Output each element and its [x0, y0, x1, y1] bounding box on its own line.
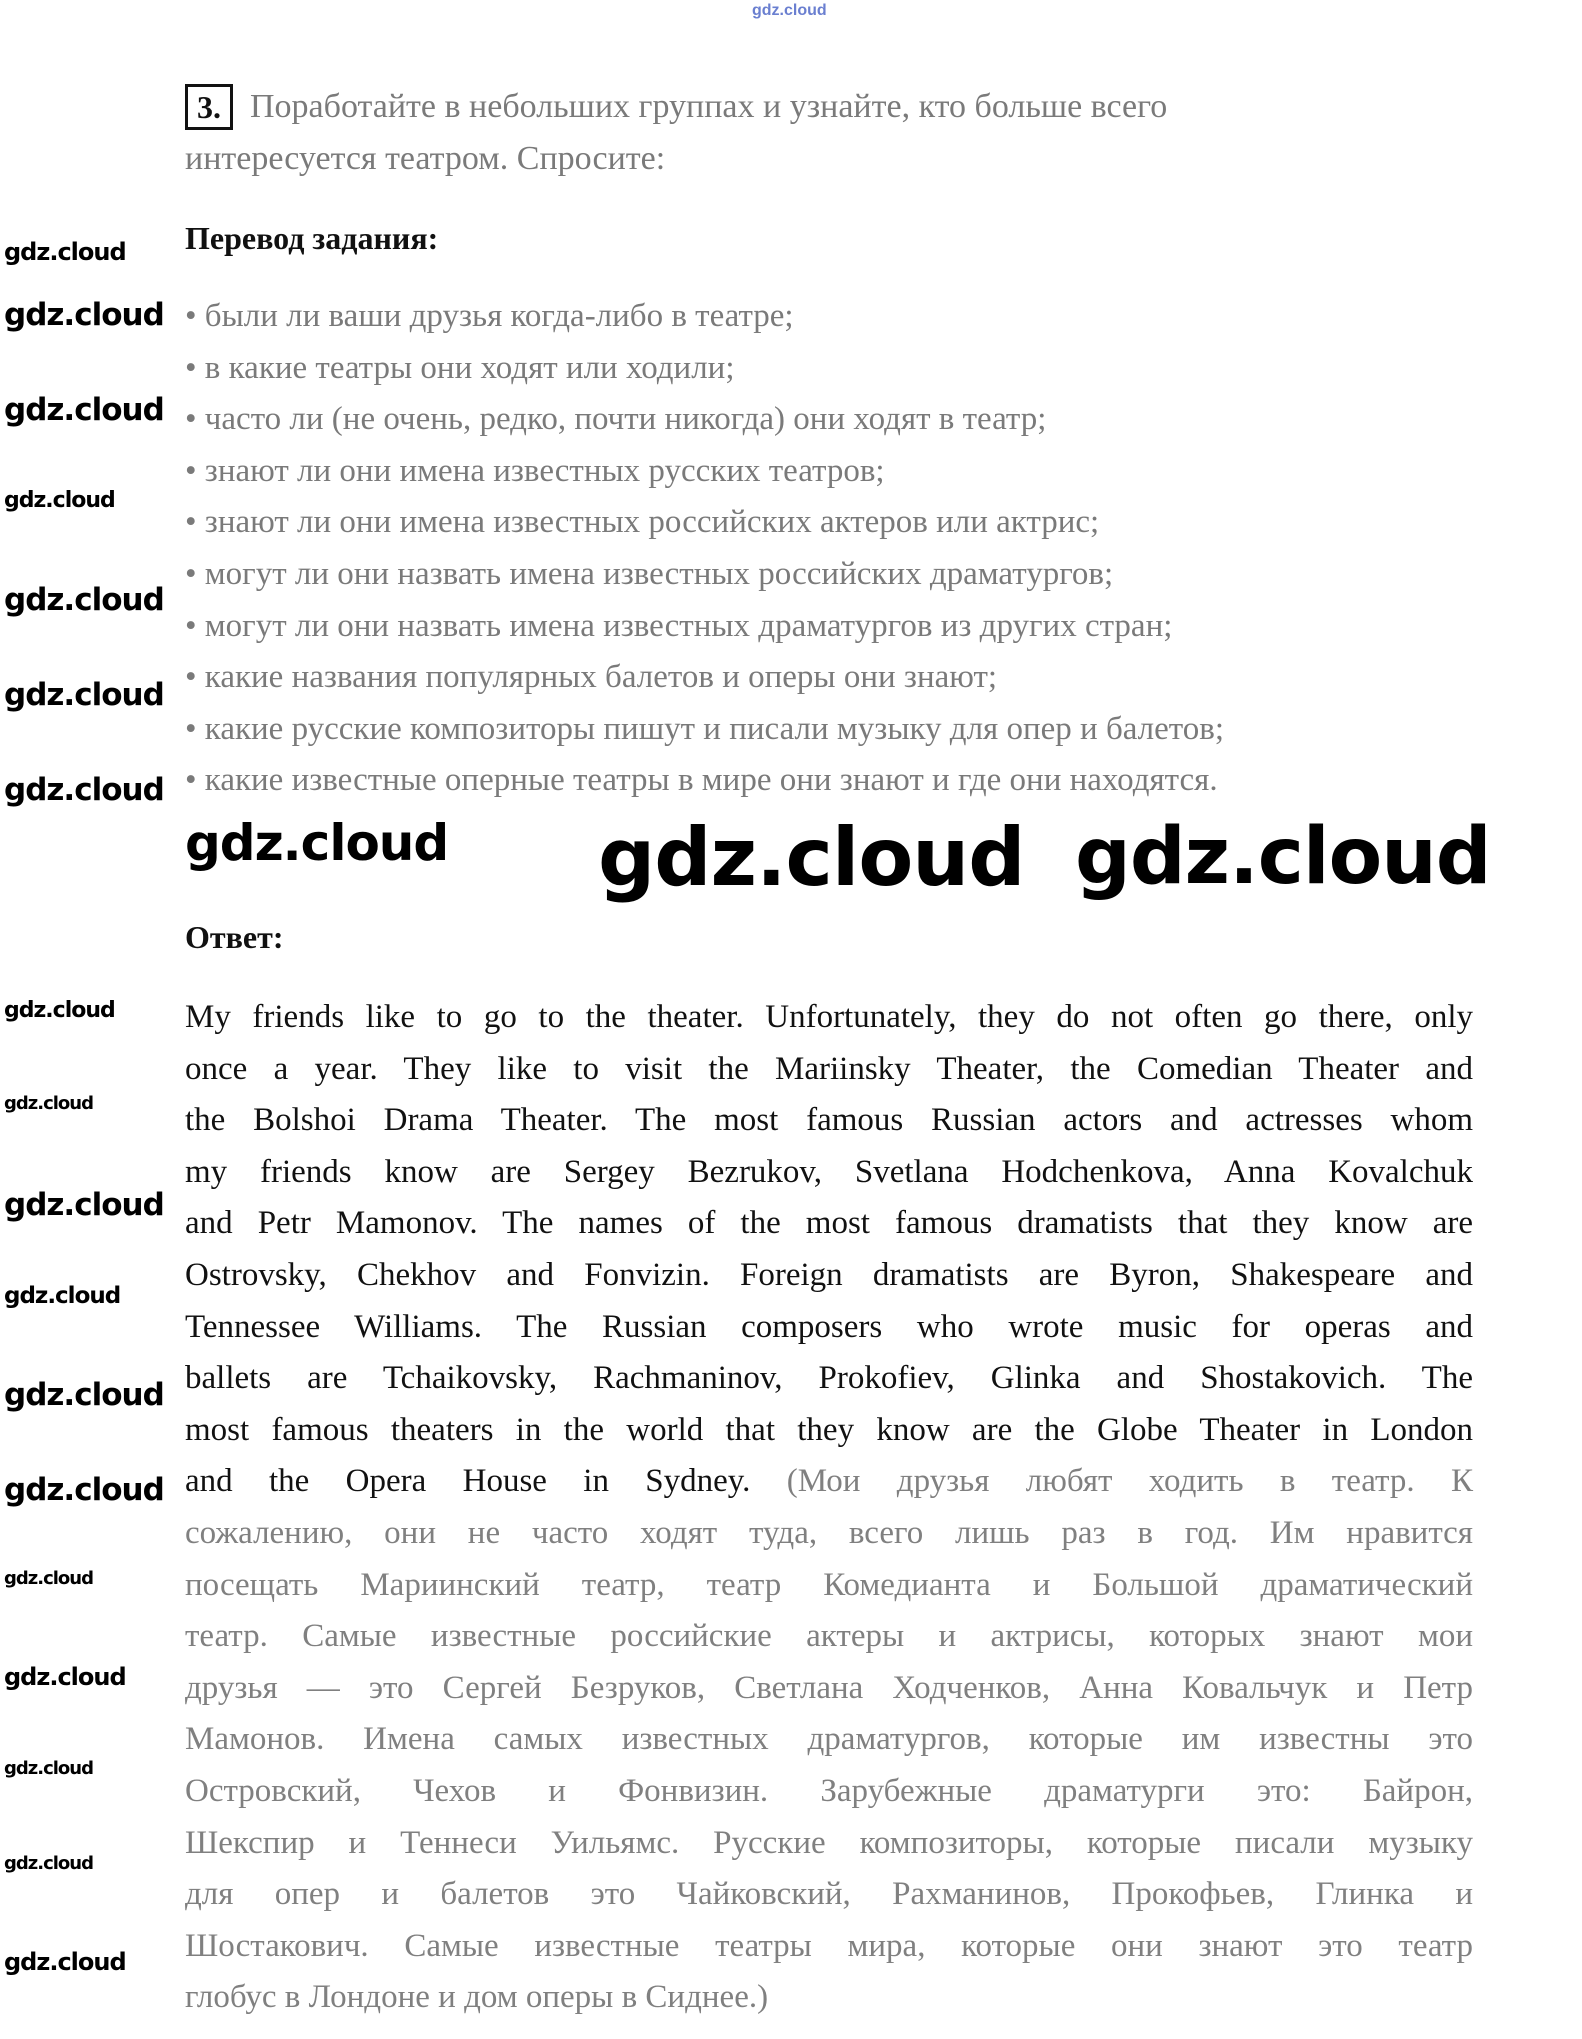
- answer-line: [185, 1146, 1473, 1198]
- gdz-watermark: gdz.cloud: [4, 1187, 164, 1223]
- answer-line: [185, 1455, 1473, 1507]
- answer-line: [185, 1610, 1473, 1662]
- answer-russian-translation: посещать Мариинский театр, театр Комедианта и Большой драматический: [185, 1566, 1473, 1603]
- answer-english-text: and Petr Mamonov. The names of the most famous dramatists that they know are: [185, 1205, 1473, 1242]
- gdz-watermark: gdz.cloud: [4, 772, 164, 808]
- task-text-line-2: интересуется театром. Спросите:: [185, 140, 666, 177]
- gdz-watermark: gdz.cloud: [4, 297, 164, 333]
- gdz-watermark: gdz.cloud: [4, 1568, 93, 1589]
- answer-english-text: the Bolshoi Drama Theater. The most famous Russian actors and actresses whom: [185, 1102, 1473, 1139]
- gdz-watermark: gdz.cloud: [4, 1377, 164, 1413]
- gdz-watermark: gdz.cloud: [1075, 812, 1491, 902]
- answer-line: [185, 1352, 1473, 1404]
- answer-russian-translation: сожалению, они не часто ходят туда, всего лишь раз в год. Им нравится: [185, 1515, 1473, 1551]
- answer-line: [185, 1765, 1473, 1817]
- answer-line: [185, 1404, 1473, 1456]
- translation-bullet-item: • знают ли они имена известных русских театров;: [185, 452, 885, 489]
- translation-bullet-item: • могут ли они назвать имена известных драматургов из других стран;: [185, 607, 1173, 644]
- translation-bullet-item: • часто ли (не очень, редко, почти никогда) они ходят в театр;: [185, 401, 1047, 438]
- gdz-watermark: gdz.cloud: [598, 811, 1025, 904]
- gdz-watermark: gdz.cloud: [4, 238, 126, 266]
- gdz-watermark: gdz.cloud: [4, 392, 164, 428]
- answer-line: [185, 991, 1473, 1043]
- answer-line: [185, 1713, 1473, 1765]
- translation-bullet-item: • какие названия популярных балетов и оперы они знают;: [185, 659, 998, 696]
- answer-line: [185, 1817, 1473, 1869]
- answer-english-text: Ostrovsky, Chekhov and Fonvizin. Foreign dramatists are Byron, Shakespeare and: [185, 1257, 1473, 1293]
- answer-line: [185, 1971, 768, 2023]
- gdz-watermark: gdz.cloud: [4, 1948, 126, 1976]
- translation-bullet-item: • были ли ваши друзья когда-либо в театре;: [185, 298, 794, 334]
- translation-bullet-item: • знают ли они имена известных российских актеров или актрис;: [185, 504, 1100, 541]
- answer-line: [185, 1249, 1473, 1301]
- answer-line: [185, 1197, 1473, 1249]
- translation-bullet-item: • могут ли они назвать имена известных российских драматургов;: [185, 556, 1114, 592]
- answer-russian-translation: Мамонов. Имена самых известных драматургов, которые им известны это: [185, 1721, 1473, 1758]
- answer-english-text: Tennessee Williams. The Russian composers who wrote music for operas and: [185, 1308, 1473, 1345]
- gdz-watermark: gdz.cloud: [4, 677, 164, 713]
- translation-bullet-item: • в какие театры они ходят или ходили;: [185, 349, 735, 386]
- answer-russian-translation: Островский, Чехов и Фонвизин. Зарубежные драматурги это: Байрон,: [185, 1773, 1473, 1809]
- answer-russian-translation: Шостакович. Самые известные театры мира, которые они знают это театр: [185, 1927, 1473, 1964]
- translation-bullet-item: • какие русские композиторы пишут и писали музыку для опер и балетов;: [185, 710, 1225, 747]
- answer-line: [185, 1094, 1473, 1146]
- answer-russian-translation: Шекспир и Теннеси Уильямс. Русские композиторы, которые писали музыку: [185, 1824, 1473, 1861]
- answer-heading: Ответ:: [185, 919, 284, 955]
- gdz-watermark: gdz.cloud: [4, 998, 115, 1023]
- answer-english-text: most famous theaters in the world that they know are the Globe Theater in London: [185, 1411, 1473, 1448]
- gdz-watermark: gdz.cloud: [4, 1472, 164, 1508]
- answer-line: [185, 1662, 1473, 1714]
- translation-heading: Перевод задания:: [185, 220, 439, 256]
- gdz-watermark: gdz.cloud: [4, 1283, 121, 1309]
- answer-english-text: once a year. They like to visit the Mariinsky Theater, the Comedian Theater and: [185, 1050, 1473, 1087]
- translation-bullet-item: • какие известные оперные театры в мире они знают и где они находятся.: [185, 762, 1218, 799]
- answer-russian-translation: друзья — это Сергей Безруков, Светлана Ходченков, Анна Ковальчук и Петр: [185, 1669, 1473, 1706]
- answer-english-text: ballets are Tchaikovsky, Rachmaninov, Prokofiev, Glinka and Shostakovich. The: [185, 1360, 1473, 1397]
- task-text-line-1: Поработайте в небольших группах и узнайте, кто больше всего: [250, 88, 1168, 125]
- task-number: 3.: [185, 84, 233, 130]
- gdz-watermark: gdz.cloud: [4, 1093, 93, 1114]
- answer-line: [185, 1507, 1473, 1559]
- answer-russian-translation: глобус в Лондоне и дом оперы в Сиднее.): [185, 1979, 769, 2016]
- header-watermark: gdz.cloud: [752, 2, 827, 19]
- answer-line: [185, 1920, 1473, 1972]
- answer-russian-translation: (Мои друзья любят ходить в театр. К: [750, 1463, 1473, 1500]
- gdz-watermark: gdz.cloud: [4, 1853, 93, 1874]
- gdz-watermark: gdz.cloud: [4, 1663, 126, 1691]
- answer-russian-translation: для опер и балетов это Чайковский, Рахманинов, Прокофьев, Глинка и: [185, 1876, 1473, 1913]
- answer-line: [185, 1301, 1473, 1353]
- answer-english-text: my friends know are Sergey Bezrukov, Svetlana Hodchenkova, Anna Kovalchuk: [185, 1153, 1473, 1190]
- gdz-watermark: gdz.cloud: [4, 1758, 93, 1779]
- answer-line: [185, 1559, 1473, 1611]
- answer-russian-translation: театр. Самые известные российские актеры и актрисы, которых знают мои: [185, 1618, 1473, 1655]
- gdz-watermark: gdz.cloud: [4, 582, 164, 618]
- answer-english-text: and the Opera House in Sydney.: [185, 1463, 751, 1500]
- answer-line: [185, 1043, 1473, 1095]
- answer-english-text: My friends like to go to the theater. Unfortunately, they do not often go there, only: [185, 999, 1473, 1035]
- gdz-watermark: gdz.cloud: [4, 488, 115, 513]
- answer-line: [185, 1868, 1473, 1920]
- gdz-watermark: gdz.cloud: [185, 814, 449, 872]
